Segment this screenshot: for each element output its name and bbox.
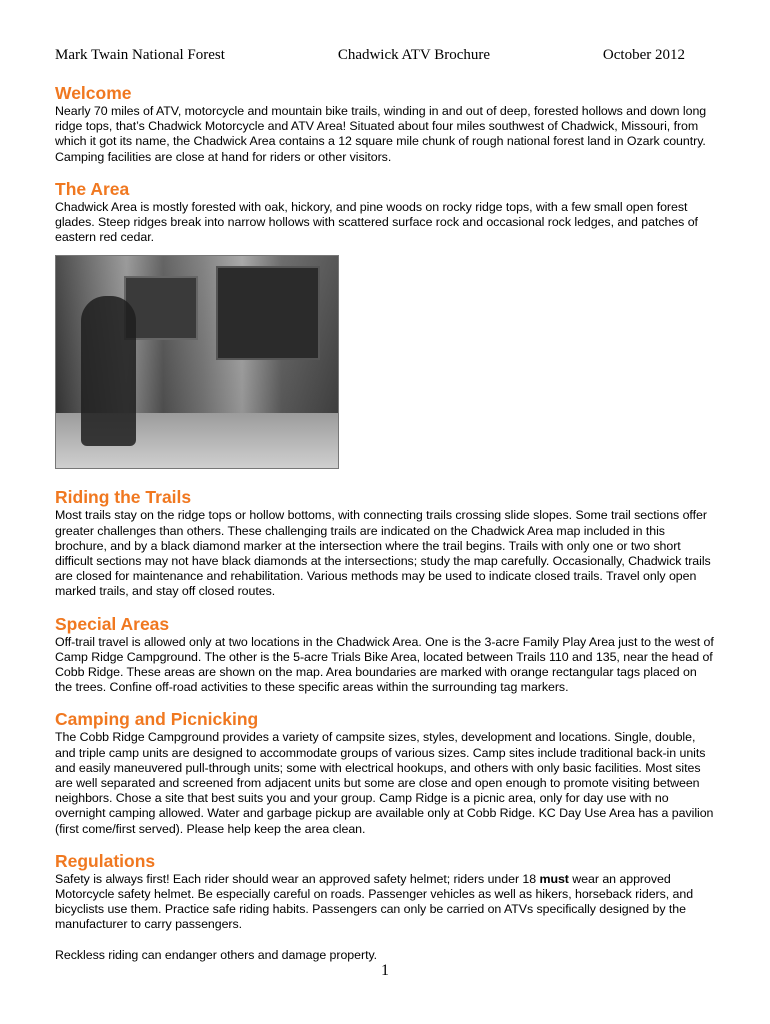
regulations-text-start: Safety is always first! Each rider should wear an approved safety helmet; riders under 18 (55, 871, 540, 886)
section-body-special-areas: Off-trail travel is allowed only at two locations in the Chadwick Area. One is the 3-acre Family Play Area just to the west of Camp Ridge Campground. The other is the 5-acre Trials Bike Area, located between Trails 110 and 135, near the head of Cobb Ridge. These areas are shown on the map. Area boundaries are marked with orange rectangular tags placed on the trees. Confine off-road activities to these specific areas within the surrounding tag markers. (55, 634, 714, 695)
page-number: 1 (381, 962, 389, 979)
section-title-camping: Camping and Picnicking (55, 709, 259, 730)
section-body-camping: The Cobb Ridge Campground provides a variety of campsite sizes, styles, development and locations. Single, double, and triple camp units are designed to accommodate groups of various sizes. Camp sites include traditional back-in units and easily maneuvered pull-through units; some with electrical hookups, and others with only basic facilities. Most sites are well separated and screened from adjacent units but some are close and open enough to promote visiting between neighbors. Chose a site that best suits you and your group. Camp Ridge is a picnic area, only for day use with no overnight camping allowed. Water and garbage pickup are available only at Cobb Ridge. KC Day Use Area has a pavilion (first come/first served). Please help keep the area clean. (55, 730, 714, 836)
section-body-area: Chadwick Area is mostly forested with oak, hickory, and pine woods on rocky ridge tops, with a few small open forest glades. Steep ridges break into narrow hollows with scattered surface rock and occasional rock ledges, and patches of eastern red cedar. (55, 199, 698, 245)
header-date: October 2012 (602, 47, 685, 63)
header-forest-name: Mark Twain National Forest (55, 47, 225, 63)
section-title-special-areas: Special Areas (55, 613, 170, 634)
photo-welcome-sign (216, 266, 320, 360)
brochure-content (55, 83, 715, 963)
regulations-text-end: wear an approved Motorcycle safety helmet. Be especially careful on roads. Passenger vehicles as well as hikers, horseback riders, and bicyclists use them. Practice safe riding habits. Passengers can only be carried on ATVs specifically designed by the manufacturer to carry passengers. (55, 871, 694, 932)
section-title-welcome: Welcome (55, 83, 132, 103)
section-body-regulations (55, 872, 715, 933)
campground-sign-photo (55, 255, 339, 469)
page-header (55, 47, 685, 64)
regulations-emphasis: must (539, 871, 569, 886)
header-document-title: Chadwick ATV Brochure (337, 47, 491, 63)
section-body-regulations-2: Reckless riding can endanger others and damage property. (55, 947, 378, 962)
section-body-trails: Most trails stay on the ridge tops or hollow bottoms, with connecting trails crossing slide slopes. Some trail sections offer greater challenges than others. These challenging trails are indicated on the Chadwick Area map included in this brochure, and by a black diamond marker at the intersection where the trail begins. Trails with only one or two short difficult sections may not have black diamonds at the intersections; study the map carefully. Occasionally, Chadwick trails are closed for maintenance and rehabilitation. Various methods may be used to indicate closed trails. Travel only open marked trails, and stay off closed routes. (55, 508, 711, 599)
photo-rider (81, 296, 136, 446)
section-title-regulations: Regulations (55, 850, 156, 871)
section-title-area: The Area (55, 178, 130, 199)
section-title-trails: Riding the Trails (55, 487, 192, 508)
section-body-welcome: Nearly 70 miles of ATV, motorcycle and mountain bike trails, winding in and out of deep, forested hollows and down long ridge tops, that’s Chadwick Motorcycle and ATV Area! Situated about four miles southwest of Chadwick, Missouri, from which it got its name, the Chadwick Area contains a 12 square mile chunk of rough national forest land in Ozark country. Camping facilities are close at hand for riders or other visitors. (55, 104, 707, 164)
